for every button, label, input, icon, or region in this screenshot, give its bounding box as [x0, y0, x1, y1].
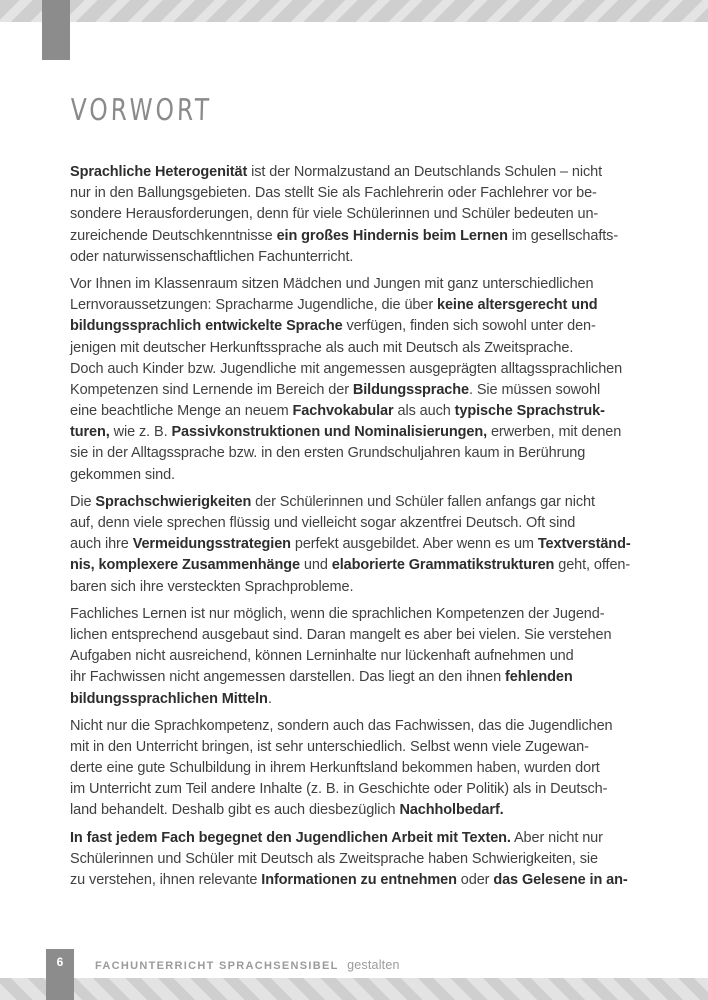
text-line: auch ihre Vermeidungsstrategien perfekt ausgebildet. Aber wenn es um Textverständ- — [70, 536, 631, 553]
footer-line — [95, 956, 400, 972]
text-line: Sprachliche Heterogenität ist der Normalzustand an Deutschlands Schulen – nicht — [70, 164, 603, 180]
text-line: Nicht nur die Sprachkompetenz, sondern auch das Fachwissen, das die Jugendlichen — [70, 717, 613, 734]
text-line: mit in den Unterricht bringen, ist sehr unterschiedlich. Selbst wenn viele Zugewan- — [70, 738, 589, 755]
page-title: VORWORT — [70, 93, 213, 128]
text-line: Aufgaben nicht ausreichend, können Lerninhalte nur lückenhaft aufnehmen und — [70, 648, 574, 665]
paragraph — [70, 162, 656, 268]
text-line: gekommen sind. — [70, 466, 175, 483]
paragraph — [70, 604, 656, 710]
text-line: ihr Fachwissen nicht angemessen darstellen. Das liegt an den ihnen fehlenden — [70, 669, 573, 686]
text-line: lichen entsprechend ausgebaut sind. Daran mangelt es aber bei vielen. Sie verstehen — [70, 626, 612, 643]
text-line: bildungssprachlichen Mitteln. — [70, 690, 272, 707]
top-stripe-band — [0, 0, 708, 22]
body-text — [70, 162, 656, 897]
text-line: Kompetenzen sind Lernende im Bereich der Bildungssprache. Sie müssen sowohl — [70, 381, 601, 398]
paragraph — [70, 492, 656, 598]
text-line: turen, wie z. B. Passivkonstruktionen und Nominalisierungen, erwerben, mit denen — [70, 424, 622, 441]
footer-series-subtitle: gestalten — [347, 958, 400, 972]
text-line: nis, komplexere Zusammenhänge und elaborierte Grammatikstrukturen geht, offen- — [70, 557, 631, 574]
page-number: 6 — [56, 955, 64, 969]
text-line: auf, denn viele sprechen flüssig und vielleicht sogar akzentfrei Deutsch. Oft sind — [70, 515, 576, 531]
text-line: Schülerinnen und Schüler mit Deutsch als Zweitsprache haben Schwierigkeiten, sie — [70, 850, 598, 867]
text-line: zu verstehen, ihnen relevante Informationen zu entnehmen oder das Gelesene in an- — [70, 872, 628, 888]
bottom-stripe-band — [0, 978, 708, 1000]
text-line: sondere Herausforderungen, denn für viele Schülerinnen und Schüler bedeuten un- — [70, 206, 599, 223]
text-line: land behandelt. Deshalb gibt es auch diesbezüglich Nachholbedarf. — [70, 802, 504, 819]
text-line: im Unterricht zum Teil andere Inhalte (z. B. in Geschichte oder Politik) als in Deutsch- — [70, 781, 608, 798]
page-number-box — [46, 949, 74, 1000]
text-line: bildungssprachlich entwickelte Sprache verfügen, finden sich sowohl unter den- — [70, 318, 596, 335]
text-line: eine beachtliche Menge an neuem Fachvokabular als auch typische Sprachstruk- — [70, 403, 605, 420]
text-line: nur in den Ballungsgebieten. Das stellt Sie als Fachlehrerin oder Fachlehrer vor be- — [70, 185, 597, 202]
paragraph — [70, 716, 656, 822]
text-line: In fast jedem Fach begegnet den Jugendlichen Arbeit mit Texten. Aber nicht nur — [70, 829, 603, 846]
paragraph — [70, 828, 656, 892]
text-line: oder naturwissenschaftlichen Fachunterricht. — [70, 248, 354, 265]
text-line: Fachliches Lernen ist nur möglich, wenn die sprachlichen Kompetenzen der Jugend- — [70, 605, 605, 622]
text-line: baren sich ihre versteckten Sprachprobleme. — [70, 578, 354, 595]
text-line: Doch auch Kinder bzw. Jugendliche mit angemessen ausgeprägten alltagssprachlichen — [70, 360, 623, 377]
text-line: derte eine gute Schulbildung in ihrem Herkunftsland bekommen haben, wurden dort — [70, 760, 600, 777]
text-line: Lernvoraussetzungen: Spracharme Jugendliche, die über keine altersgerecht und — [70, 297, 598, 314]
text-line: zureichende Deutschkenntnisse ein großes Hindernis beim Lernen im gesellschafts- — [70, 227, 619, 244]
text-line: Die Sprachschwierigkeiten der Schülerinnen und Schüler fallen anfangs gar nicht — [70, 493, 595, 510]
top-accent-bar — [42, 0, 70, 60]
text-line: sie in der Alltagssprache bzw. in den ersten Grundschuljahren kaum in Berührung — [70, 445, 586, 462]
text-line: jenigen mit deutscher Herkunftssprache als auch mit Deutsch als Zweitsprache. — [70, 339, 574, 356]
footer-series-title: FACHUNTERRICHT SPRACHSENSIBEL — [95, 960, 339, 972]
paragraph — [70, 274, 656, 486]
text-line: Vor Ihnen im Klassenraum sitzen Mädchen und Jungen mit ganz unterschiedlichen — [70, 275, 594, 292]
